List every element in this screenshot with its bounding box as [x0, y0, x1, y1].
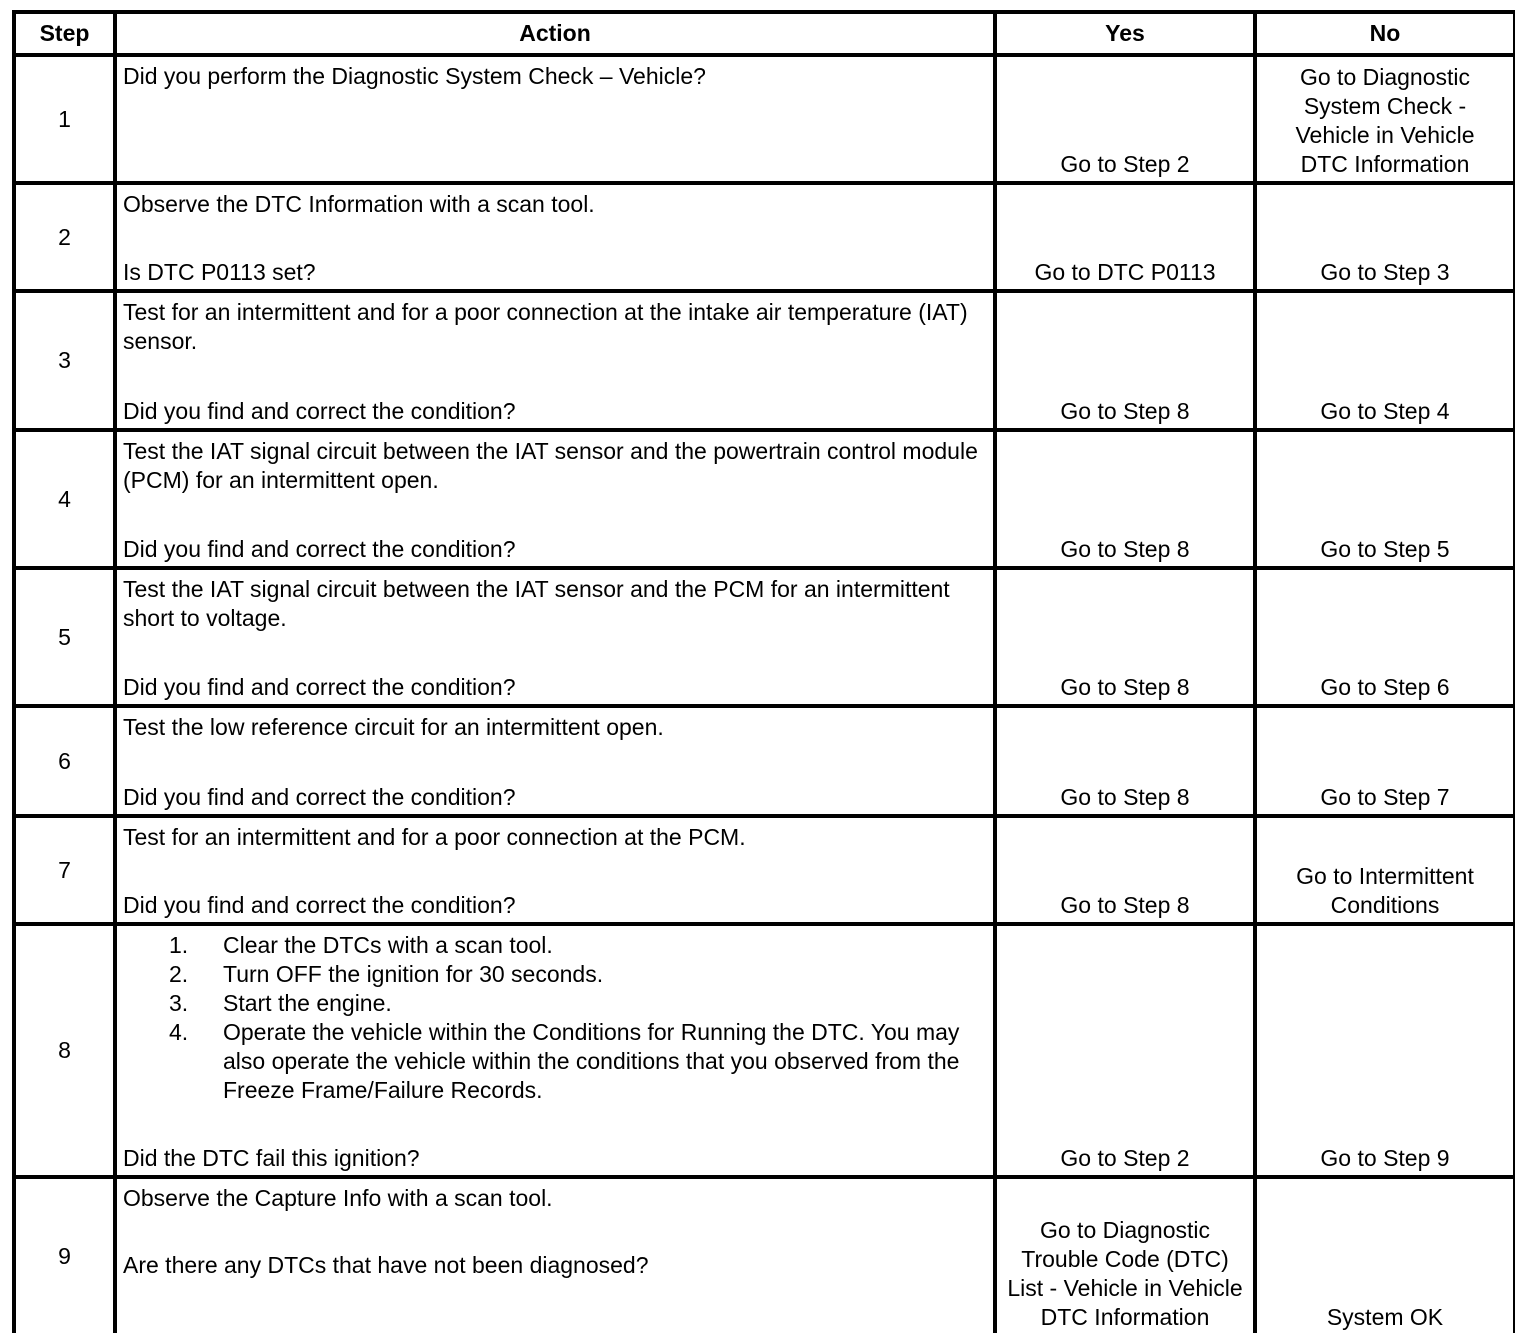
list-item-number: 2. — [169, 961, 189, 987]
step-number: 7 — [16, 818, 113, 922]
step-number: 1 — [16, 57, 113, 181]
action-question: Did the DTC fail this ignition? — [123, 1145, 420, 1171]
yes-text: Go to Step 8 — [1060, 674, 1190, 700]
no-text: System OK — [1326, 1304, 1444, 1330]
header-action: Action — [117, 14, 993, 53]
list-item-text: Start the engine. — [223, 990, 392, 1016]
list-item-text: Turn OFF the ignition for 30 seconds. — [223, 961, 604, 987]
yes-cell — [997, 1179, 1253, 1334]
action-cell — [117, 57, 993, 181]
list-item — [123, 931, 985, 960]
no-text: Go to Step 3 — [1320, 259, 1450, 285]
header-yes: Yes — [997, 14, 1253, 53]
yes-cell — [997, 818, 1253, 922]
action-cell — [117, 708, 993, 814]
list-item-number: 3. — [169, 990, 189, 1016]
yes-text: Go to DTC P0113 — [1034, 259, 1216, 285]
yes-cell — [997, 708, 1253, 814]
step-number: 8 — [16, 926, 113, 1175]
no-cell — [1257, 570, 1513, 704]
action-question: Did you find and correct the condition? — [123, 674, 516, 700]
action-question: Did you find and correct the condition? — [123, 892, 516, 918]
action-cell — [117, 185, 993, 289]
no-text: Go to Diagnostic System Check - Vehicle in Vehicle DTC Information — [1295, 64, 1475, 177]
step-number: 2 — [16, 185, 113, 289]
yes-text: Go to Step 8 — [1060, 536, 1190, 562]
list-item — [123, 960, 985, 989]
no-cell — [1257, 818, 1513, 922]
yes-text: Go to Step 8 — [1060, 892, 1190, 918]
action-cell — [117, 818, 993, 922]
header-no: No — [1257, 14, 1513, 53]
list-item — [123, 1018, 985, 1105]
yes-text: Go to Step 8 — [1060, 398, 1190, 424]
action-question: Is DTC P0113 set? — [123, 259, 316, 285]
step-number: 5 — [16, 570, 113, 704]
step-number: 6 — [16, 708, 113, 814]
action-text: Test for an intermittent and for a poor connection at the PCM. — [123, 824, 746, 850]
diagnostic-table — [12, 10, 1515, 1333]
header-step: Step — [16, 14, 113, 53]
no-text: Go to Step 7 — [1320, 784, 1450, 810]
no-text: Go to Intermittent Conditions — [1296, 863, 1474, 918]
no-cell — [1257, 708, 1513, 814]
procedure-list — [123, 931, 985, 1105]
action-text: Test the IAT signal circuit between the IAT sensor and the powertrain control module (PCM) for an intermittent open. — [123, 438, 978, 493]
no-cell — [1257, 1179, 1513, 1334]
list-item-text: Operate the vehicle within the Conditions for Running the DTC. You may also operate the vehicle within the conditions that you observed from the Freeze Frame/Failure Records. — [223, 1019, 960, 1103]
action-cell — [117, 293, 993, 428]
action-cell — [117, 432, 993, 566]
list-item-text: Clear the DTCs with a scan tool. — [223, 932, 553, 958]
action-text: Observe the DTC Information with a scan tool. — [123, 191, 595, 217]
yes-text: Go to Step 2 — [1060, 1145, 1190, 1171]
list-item-number: 1. — [169, 932, 189, 958]
action-text: Test the low reference circuit for an intermittent open. — [123, 714, 664, 740]
no-text: Go to Step 6 — [1320, 674, 1450, 700]
action-cell — [117, 1179, 993, 1334]
no-cell — [1257, 926, 1513, 1175]
step-number: 3 — [16, 293, 113, 428]
no-cell — [1257, 432, 1513, 566]
no-text: Go to Step 9 — [1320, 1145, 1450, 1171]
yes-cell — [997, 57, 1253, 181]
action-text: Did you perform the Diagnostic System Check – Vehicle? — [123, 63, 706, 89]
action-cell — [117, 926, 993, 1175]
no-text: Go to Step 5 — [1320, 536, 1450, 562]
step-number: 9 — [16, 1179, 113, 1334]
yes-text: Go to Step 8 — [1060, 784, 1190, 810]
action-question: Did you find and correct the condition? — [123, 784, 516, 810]
action-question: Are there any DTCs that have not been diagnosed? — [123, 1252, 649, 1278]
yes-cell — [997, 570, 1253, 704]
yes-text: Go to Step 2 — [1060, 151, 1190, 177]
yes-text: Go to Diagnostic Trouble Code (DTC) List - Vehicle in Vehicle DTC Information — [1007, 1217, 1243, 1330]
action-text: Test the IAT signal circuit between the IAT sensor and the PCM for an intermittent short to voltage. — [123, 576, 950, 631]
no-cell — [1257, 293, 1513, 428]
list-item — [123, 989, 985, 1018]
action-text: Test for an intermittent and for a poor connection at the intake air temperature (IAT) sensor. — [123, 299, 968, 354]
action-cell — [117, 570, 993, 704]
yes-cell — [997, 432, 1253, 566]
action-text: Observe the Capture Info with a scan tool. — [123, 1185, 553, 1211]
action-question: Did you find and correct the condition? — [123, 398, 516, 424]
yes-cell — [997, 926, 1253, 1175]
yes-cell — [997, 293, 1253, 428]
action-question: Did you find and correct the condition? — [123, 536, 516, 562]
step-number: 4 — [16, 432, 113, 566]
yes-cell — [997, 185, 1253, 289]
no-cell — [1257, 185, 1513, 289]
no-text: Go to Step 4 — [1320, 398, 1450, 424]
no-cell — [1257, 57, 1513, 181]
list-item-number: 4. — [169, 1019, 189, 1045]
